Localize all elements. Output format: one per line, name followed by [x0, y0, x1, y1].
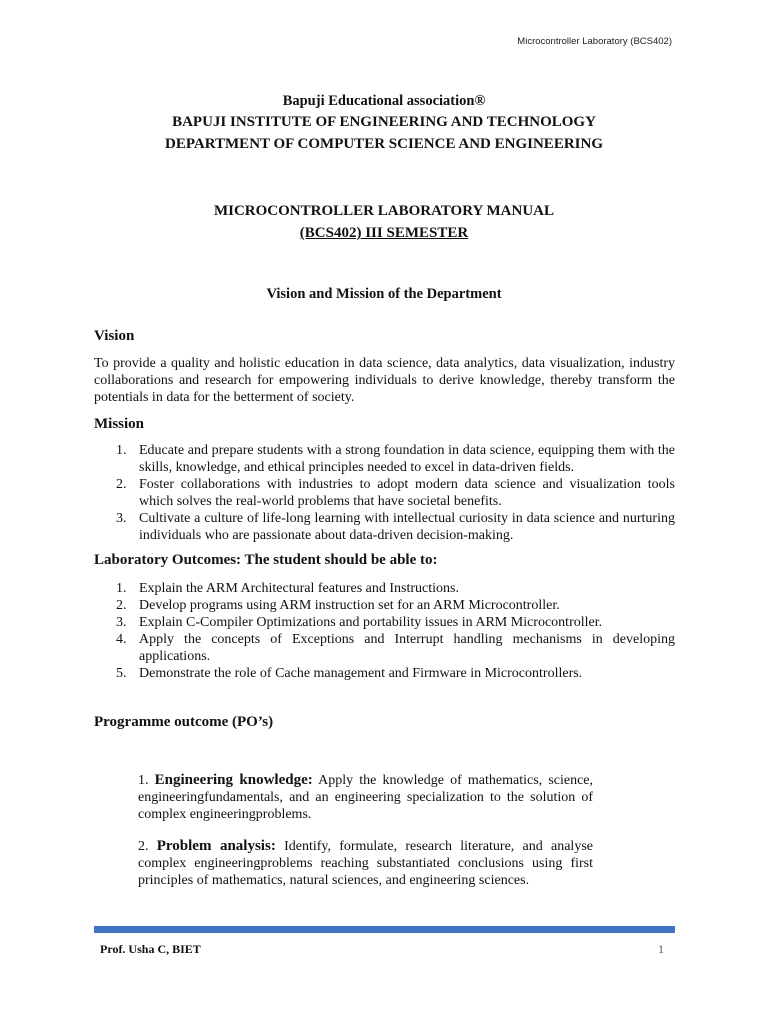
- lab-outcome-text: Demonstrate the role of Cache management and Firmware in Microcontrollers.: [139, 666, 583, 681]
- mission-item: [94, 510, 675, 544]
- association-name: Bapuji Educational association®: [282, 93, 486, 109]
- semester-title: (BCS402) III SEMESTER: [299, 225, 469, 241]
- mission-item: [94, 476, 675, 510]
- po-title: Problem analysis:: [156, 838, 276, 854]
- institute-name: BAPUJI INSTITUTE OF ENGINEERING AND TECHNOLOGY: [172, 114, 596, 130]
- po-number: 2.: [138, 839, 149, 854]
- footer-divider: [94, 926, 675, 933]
- mission-item-number: 3.: [116, 511, 127, 526]
- mission-item: [94, 442, 675, 476]
- lab-outcome-item: [94, 597, 675, 614]
- lab-outcome-item: [94, 665, 675, 682]
- lab-outcome-text: Explain the ARM Architectural features and Instructions.: [139, 581, 459, 596]
- running-header: Microcontroller Laboratory (BCS402): [517, 36, 672, 47]
- mission-heading: Mission: [94, 416, 145, 432]
- lab-outcome-number: 1.: [116, 581, 127, 596]
- po-text: Apply the knowledge of mathematics, science, engineeringfundamentals, and an engineering specialization to the solution of complex engineeringproblems.: [138, 773, 594, 822]
- lab-outcome-number: 3.: [116, 615, 127, 630]
- mission-item-number: 1.: [116, 443, 127, 458]
- po-text: Identify, formulate, research literature, and analyse complex engineeringproblems reaching substantiated conclusions using first principles of mathematics, natural sciences, and engineering sciences.: [138, 839, 593, 888]
- manual-title: MICROCONTROLLER LABORATORY MANUAL: [213, 203, 555, 219]
- lab-outcomes-heading: Laboratory Outcomes: The student should be able to:: [94, 552, 438, 568]
- lab-outcome-item: [94, 631, 675, 665]
- lab-outcome-item: [94, 614, 675, 631]
- page-number: 1: [658, 942, 664, 956]
- programme-outcome-item: [138, 838, 593, 889]
- programme-outcome-item: [138, 772, 593, 823]
- mission-item-text: Cultivate a culture of life-long learning with intellectual curiosity in data science and nurturing individuals who are passionate about data-driven decision-making.: [139, 511, 675, 543]
- lab-outcome-number: 2.: [116, 598, 127, 613]
- po-number: 1.: [138, 773, 149, 788]
- po-title: Engineering knowledge:: [154, 772, 313, 788]
- footer-author: Prof. Usha C, BIET: [100, 942, 201, 956]
- lab-outcomes-list: [94, 580, 675, 682]
- lab-outcome-item: [94, 580, 675, 597]
- mission-item-text: Educate and prepare students with a strong foundation in data science, equipping them with the skills, knowledge, and ethical principles needed to excel in data-driven fields.: [139, 443, 675, 475]
- vision-heading: Vision: [94, 328, 135, 344]
- mission-list: [94, 442, 675, 544]
- mission-item-number: 2.: [116, 477, 127, 492]
- lab-outcome-text: Apply the concepts of Exceptions and Interrupt handling mechanisms in developing applications.: [139, 632, 675, 664]
- department-name: DEPARTMENT OF COMPUTER SCIENCE AND ENGINEERING: [165, 136, 603, 152]
- mission-item-text: Foster collaborations with industries to adopt modern data science and visualization tools which solves the real-world problems that have societal benefits.: [139, 477, 675, 509]
- programme-outcomes-heading: Programme outcome (PO’s): [94, 714, 274, 730]
- lab-outcome-number: 4.: [116, 632, 127, 647]
- vision-mission-title: Vision and Mission of the Department: [266, 286, 502, 302]
- lab-outcome-text: Develop programs using ARM instruction set for an ARM Microcontroller.: [139, 598, 560, 613]
- lab-outcome-number: 5.: [116, 666, 127, 681]
- vision-text: To provide a quality and holistic education in data science, data analytics, data visualization, industry collaborations and research for empowering individuals to derive knowledge, thereby transform the potentials in data for the betterment of society.: [94, 356, 675, 405]
- lab-outcome-text: Explain C-Compiler Optimizations and portability issues in ARM Microcontroller.: [139, 615, 603, 630]
